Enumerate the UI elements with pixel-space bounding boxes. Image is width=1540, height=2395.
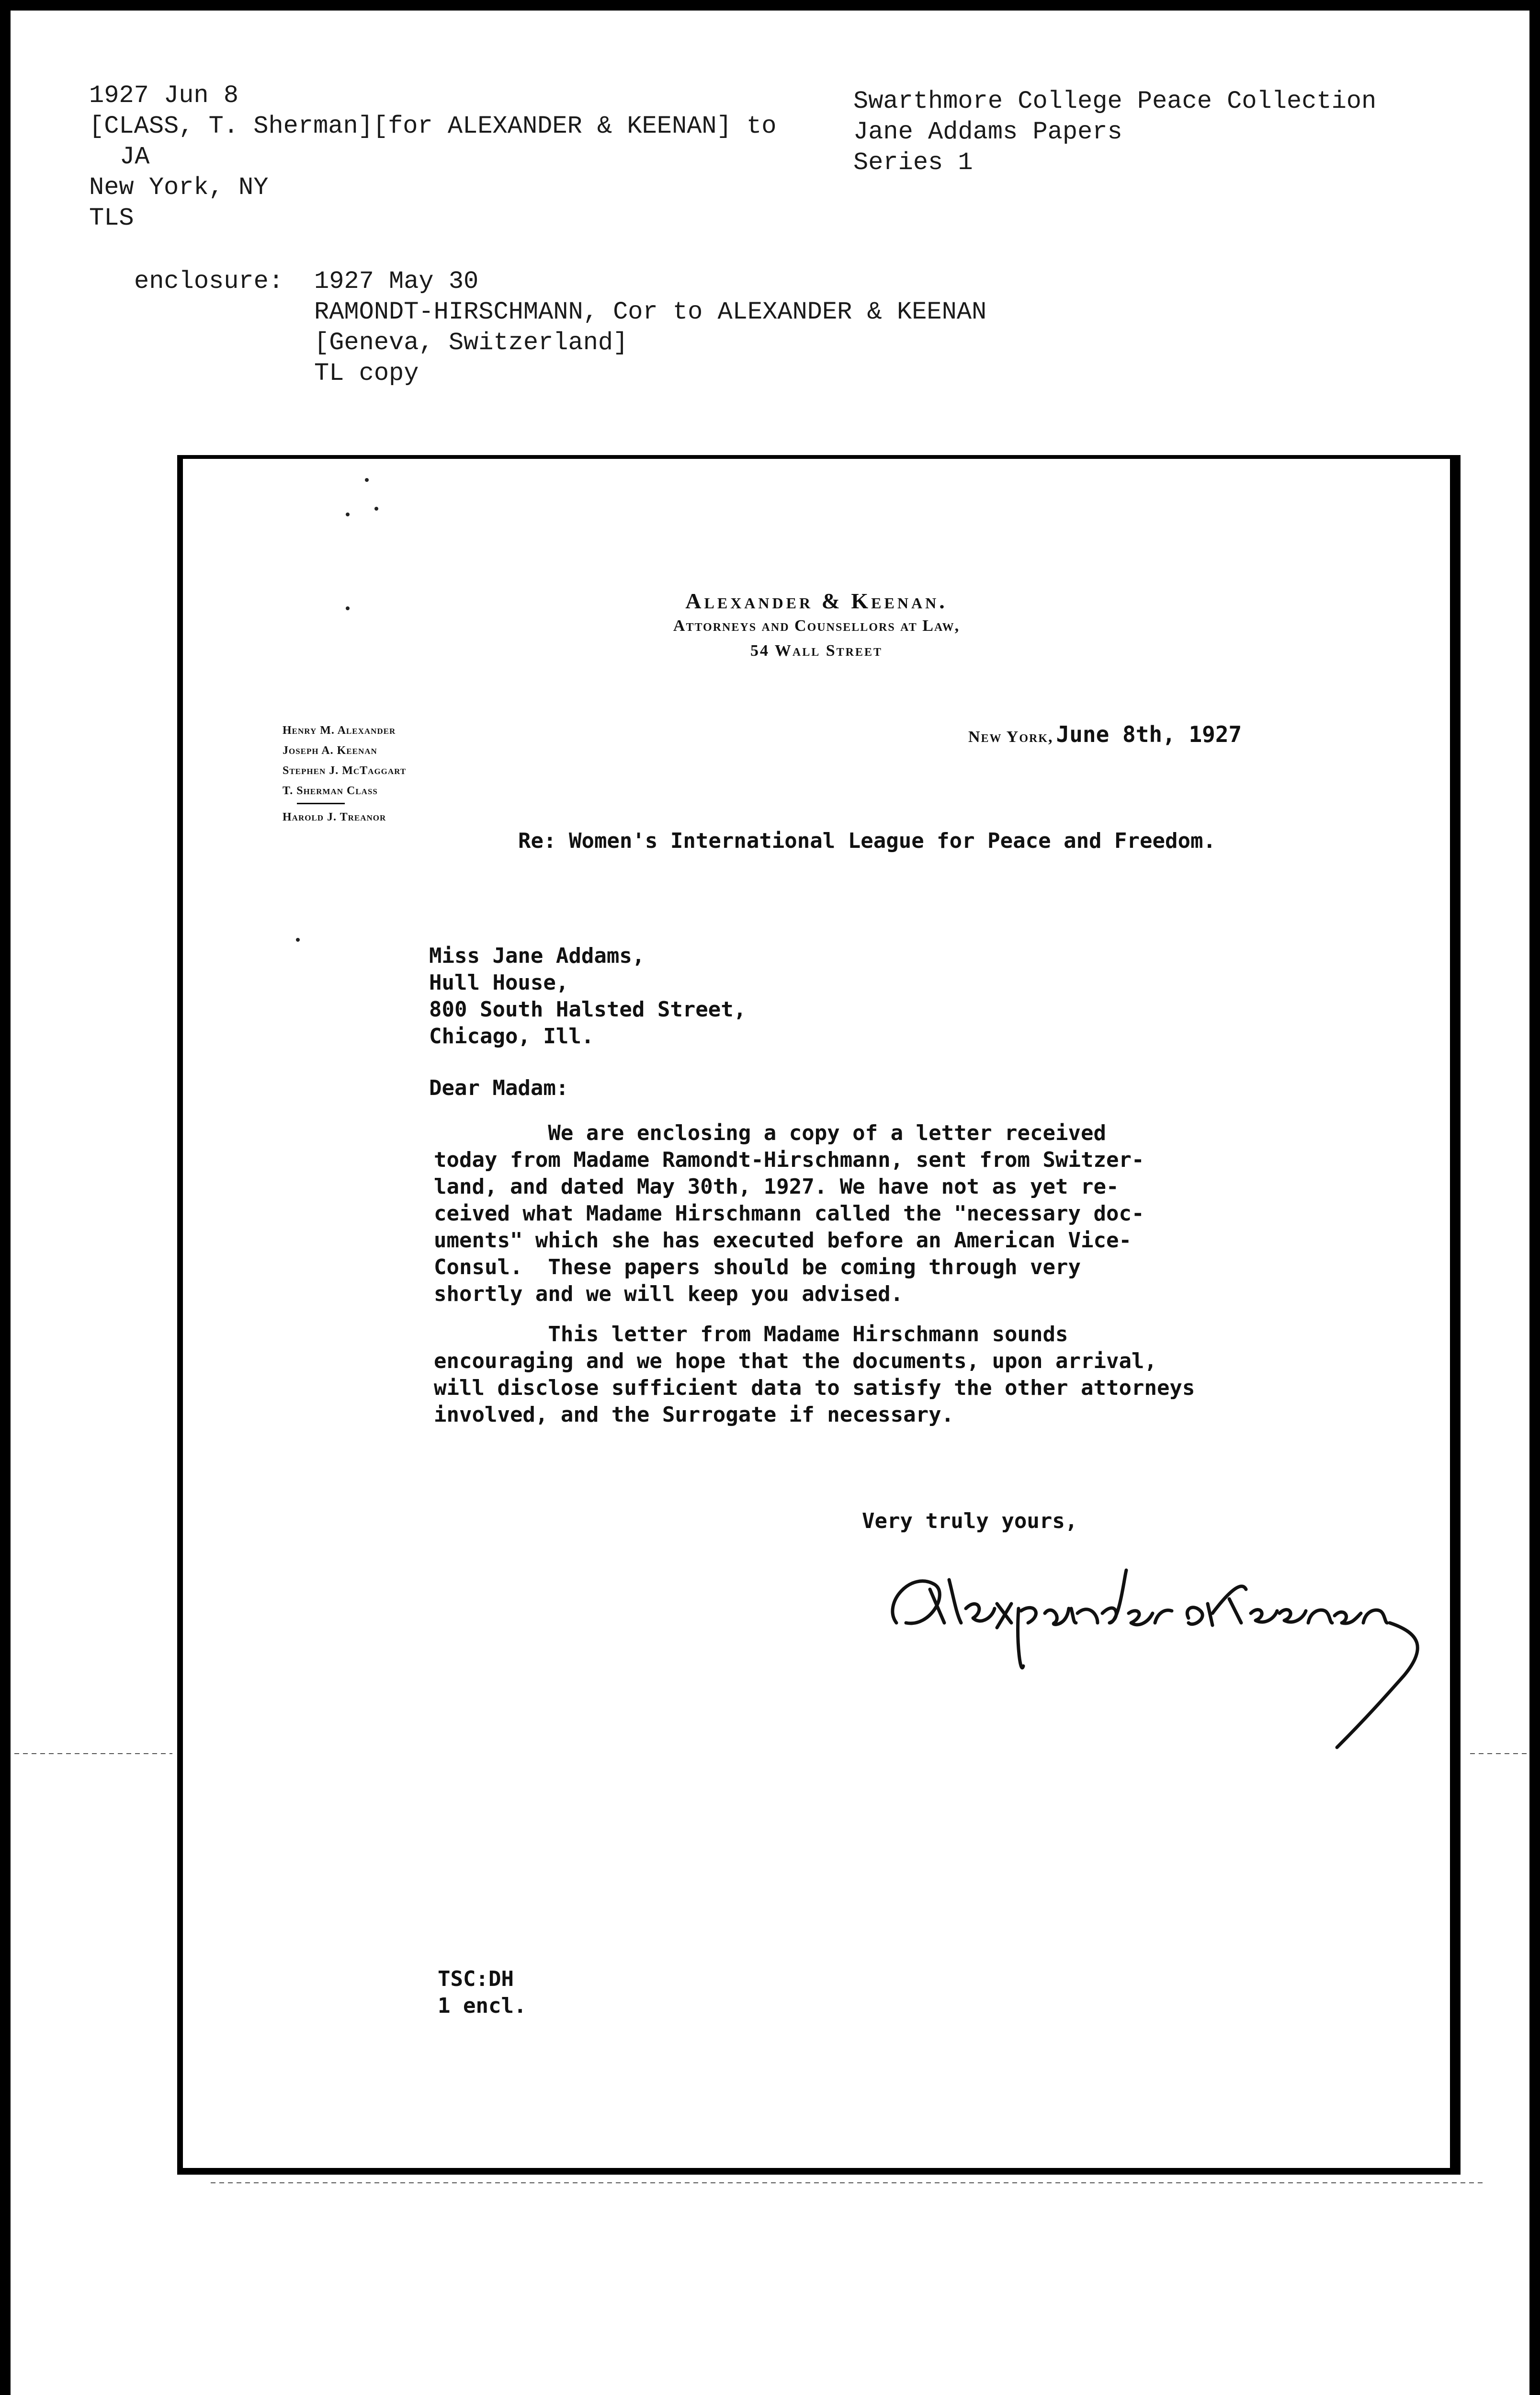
addressee-line: Chicago, Ill. (429, 1024, 594, 1049)
enclosure-note: 1 encl. (438, 1994, 527, 2018)
collection-name: Swarthmore College Peace Collection (853, 87, 1377, 115)
handwritten-signature (877, 1551, 1452, 1752)
salutation: Dear Madam: (429, 1076, 569, 1100)
text-line: ceived what Madame Hirschmann called the "necessary doc- (434, 1201, 1144, 1226)
inside-address (429, 943, 746, 1050)
text-line: involved, and the Surrogate if necessary. (434, 1403, 954, 1427)
enclosure-record (134, 266, 986, 389)
dateline-date: June 8th, 1927 (1056, 721, 1242, 747)
body-paragraph-2 (434, 1321, 1344, 1428)
partner-name: Henry M. Alexander (283, 724, 396, 737)
reference-initials (438, 1966, 526, 2019)
enclosure-place: [Geneva, Switzerland] (314, 329, 628, 357)
complimentary-close: Very truly yours, (862, 1509, 1078, 1533)
scan-edge-mark (14, 1753, 172, 1754)
scan-speck (346, 513, 350, 516)
scanned-letter (177, 455, 1461, 2175)
dateline (968, 721, 1242, 747)
catalog-date: 1927 Jun 8 (89, 81, 239, 110)
enclosure-author: RAMONDT-HIRSCHMANN, Cor to ALEXANDER & KEENAN (314, 298, 987, 326)
scan-edge-mark (1470, 1753, 1528, 1754)
typist-initials: TSC:DH (438, 1967, 514, 1991)
addressee-line: Hull House, (429, 970, 569, 995)
text-line: land, and dated May 30th, 1927. We have not as yet re- (434, 1175, 1119, 1199)
partner-name: Stephen J. McTaggart (283, 764, 407, 777)
dateline-place: New York, (968, 728, 1053, 746)
subject-line: Re: Women's International League for Peace and Freedom. (518, 829, 1216, 853)
partner-name: T. Sherman Class (283, 785, 378, 797)
enclosure-label: enclosure: (134, 267, 284, 296)
letterhead-partners (283, 720, 406, 827)
text-line: We are enclosing a copy of a letter received (434, 1121, 1106, 1145)
catalog-recipient: JA (120, 143, 150, 171)
addressee-line: 800 South Halsted Street, (429, 997, 747, 1022)
scan-speck (374, 507, 378, 511)
catalog-doc-type: TLS (89, 204, 134, 232)
catalog-record-right (853, 86, 1376, 178)
catalog-author-recipient: [CLASS, T. Sherman][for ALEXANDER & KEENAN] to (89, 112, 777, 140)
addressee-line: Miss Jane Addams, (429, 944, 645, 968)
scan-speck (296, 938, 300, 942)
enclosure-date: 1927 May 30 (314, 267, 479, 296)
text-line: shortly and we will keep you advised. (434, 1282, 904, 1306)
series-name: Series 1 (853, 148, 973, 177)
text-line: will disclose sufficient data to satisfy the other attorneys (434, 1376, 1195, 1400)
catalog-record-left (89, 80, 776, 234)
letterhead-subtitle: Attorneys and Counsellors at Law, (673, 617, 960, 635)
partner-name: Joseph A. Keenan (283, 744, 377, 757)
catalog-place: New York, NY (89, 173, 269, 202)
scan-edge-mark (211, 2182, 1484, 2183)
scan-speck (365, 478, 369, 482)
letterhead-firm-name: Alexander & Keenan. (685, 589, 948, 613)
text-line: Consul. These papers should be coming through very (434, 1255, 1081, 1279)
papers-name: Jane Addams Papers (853, 118, 1122, 146)
partner-name: Harold J. Treanor (283, 811, 386, 823)
text-line: This letter from Madame Hirschmann sounds (434, 1322, 1068, 1346)
text-line: encouraging and we hope that the documents, upon arrival, (434, 1349, 1157, 1373)
letterhead-address: 54 Wall Street (750, 642, 883, 660)
text-line: today from Madame Ramondt-Hirschmann, sent from Switzer- (434, 1148, 1144, 1172)
body-paragraph-1 (434, 1120, 1344, 1308)
text-line: uments" which she has executed before an American Vice- (434, 1228, 1132, 1253)
enclosure-type: TL copy (314, 359, 419, 388)
partner-divider (297, 803, 345, 804)
